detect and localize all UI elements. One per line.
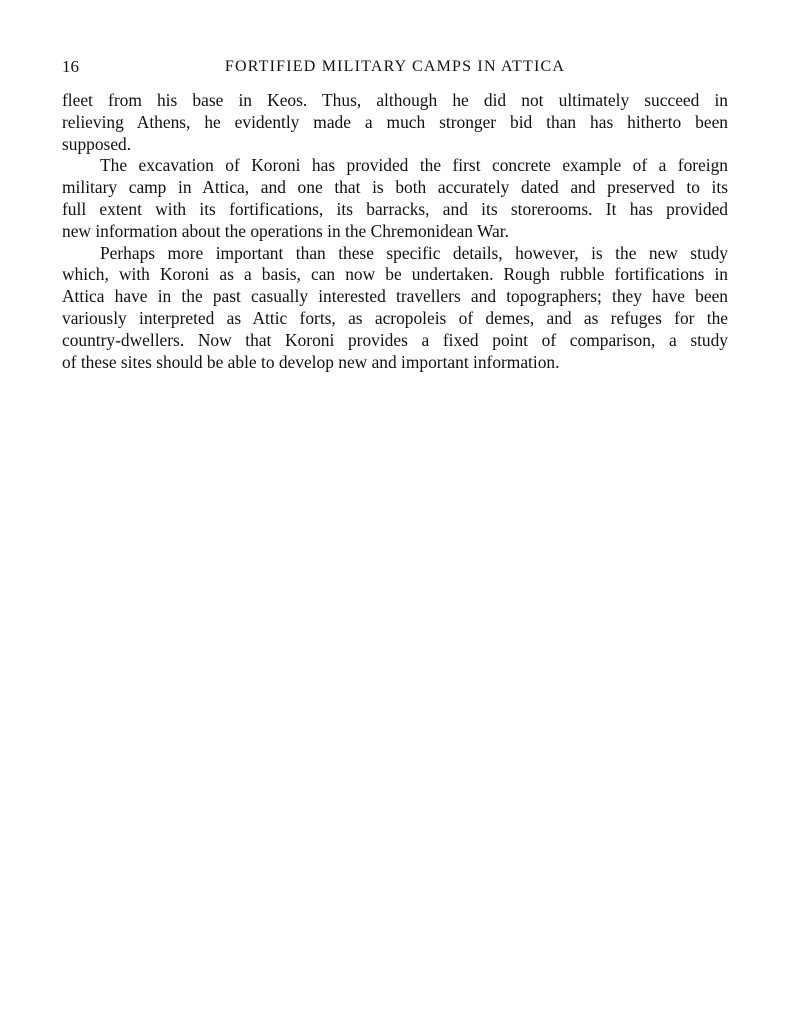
paragraph-3 [62, 243, 728, 374]
text-line: Attica have in the past casually interested travellers and topographers; they have been [62, 286, 728, 307]
text-line: full extent with its fortifications, its barracks, and its storerooms. It has provided [62, 198, 728, 219]
text-line: variously interpreted as Attic forts, as acropoleis of demes, and as refuges for the [62, 307, 728, 328]
document-page [62, 54, 728, 373]
running-head [62, 54, 728, 80]
text-line: country-dwellers. Now that Koroni provides a fixed point of comparison, a study [62, 329, 728, 350]
text-line: new information about the operations in the Chremonidean War. [62, 220, 509, 241]
text-line: supposed. [62, 133, 132, 154]
text-line: The excavation of Koroni has provided the first concrete example of a foreign [100, 155, 728, 176]
text-line: fleet from his base in Keos. Thus, although he did not ultimately succeed in [62, 90, 728, 110]
page-number: 16 [62, 57, 79, 76]
running-title: FORTIFIED MILITARY CAMPS IN ATTICA [224, 58, 566, 75]
paragraph-1 [62, 90, 728, 155]
body-text [62, 90, 728, 373]
text-line: Perhaps more important than these specific details, however, is the new study [100, 242, 728, 263]
text-line: of these sites should be able to develop new and important information. [62, 351, 560, 372]
text-line: which, with Koroni as a basis, can now be undertaken. Rough rubble fortifications in [62, 264, 728, 285]
text-line: relieving Athens, he evidently made a much stronger bid than has hitherto been [62, 111, 728, 132]
paragraph-2 [62, 155, 728, 242]
text-line: military camp in Attica, and one that is both accurately dated and preserved to its [62, 177, 728, 198]
